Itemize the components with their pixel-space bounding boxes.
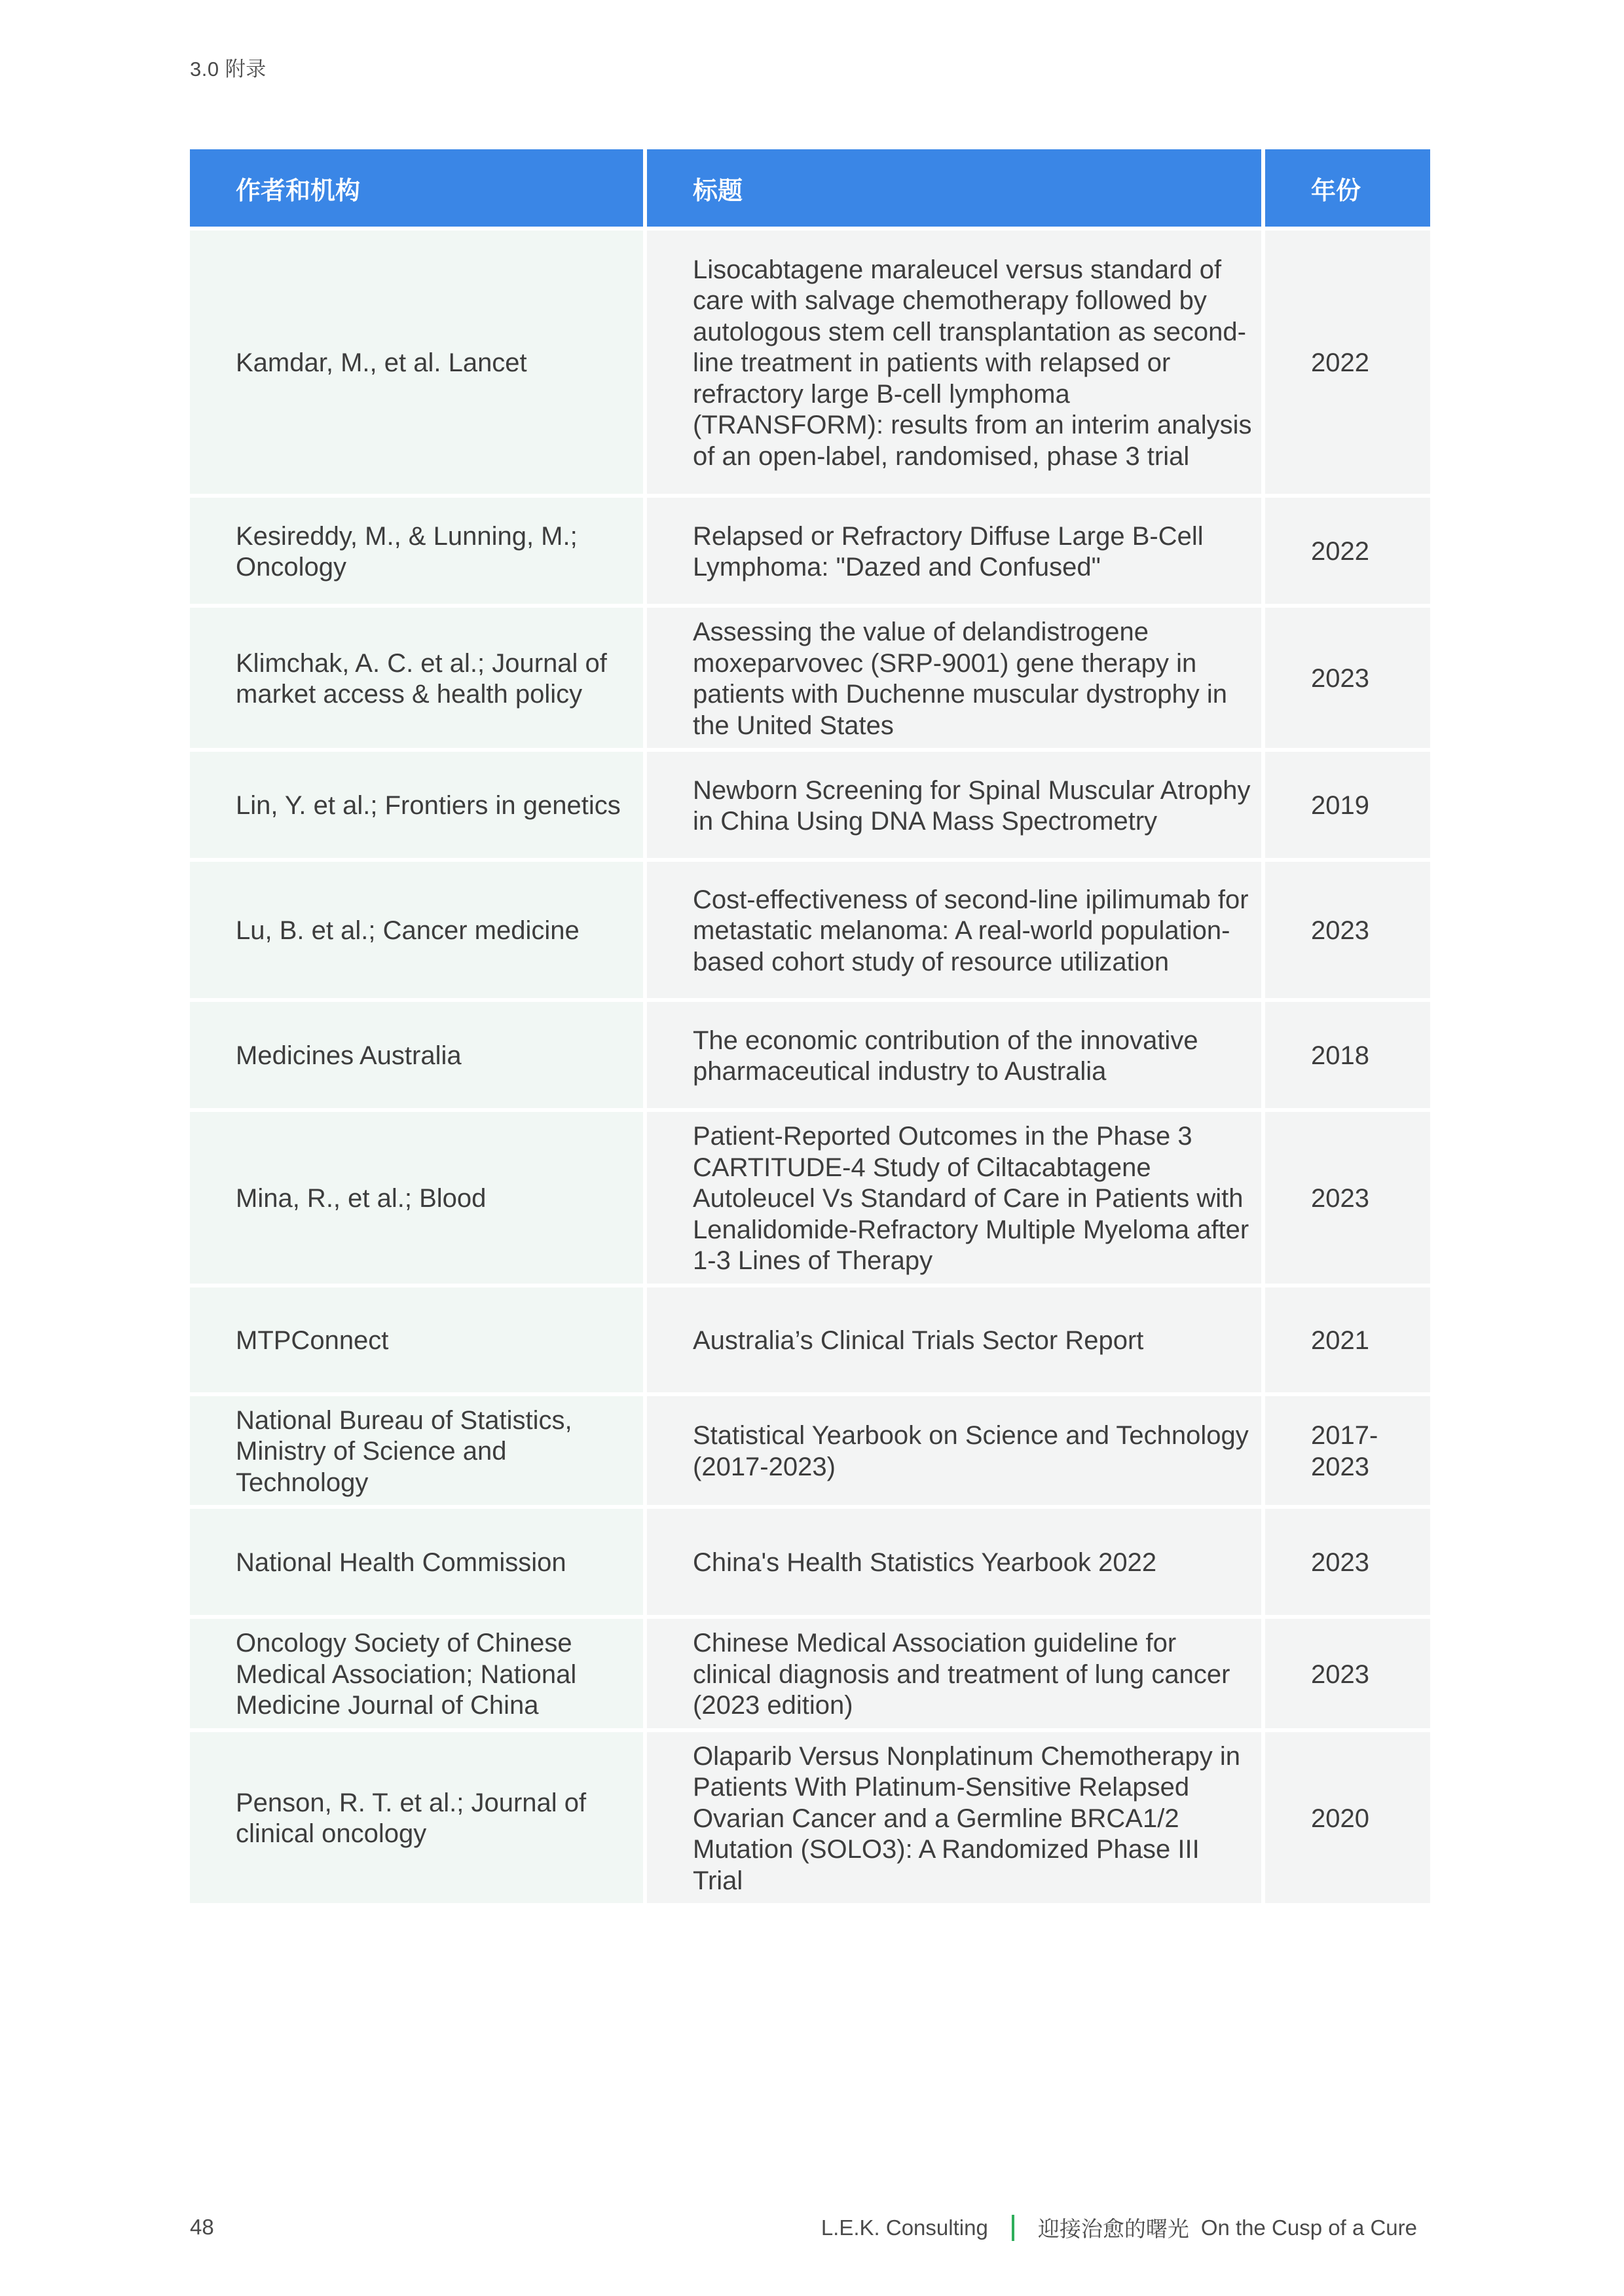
table-row bbox=[190, 1287, 1430, 1392]
table-row bbox=[190, 752, 1430, 858]
table-row bbox=[190, 1112, 1430, 1284]
footer-divider bbox=[1012, 2215, 1014, 2241]
page-number: 48 bbox=[190, 2215, 214, 2239]
title-cell: Cost-effectiveness of second-line ipilimumab for metastatic melanoma: A real-world population-based cohort study of resource utilization bbox=[647, 862, 1261, 998]
author-cell: Mina, R., et al.; Blood bbox=[190, 1112, 643, 1284]
year-cell: 2022 bbox=[1265, 498, 1430, 604]
footer-credits bbox=[821, 2212, 1417, 2243]
year-cell: 2018 bbox=[1265, 1002, 1430, 1108]
title-cell: Chinese Medical Association guideline for clinical diagnosis and treatment of lung cancer (2023 edition) bbox=[647, 1619, 1261, 1728]
author-cell: Kamdar, M., et al. Lancet bbox=[190, 231, 643, 494]
title-cell: Australia’s Clinical Trials Sector Report bbox=[647, 1287, 1261, 1392]
column-header-author: 作者和机构 bbox=[190, 149, 643, 227]
title-cell: The economic contribution of the innovative pharmaceutical industry to Australia bbox=[647, 1002, 1261, 1108]
author-cell: Klimchak, A. C. et al.; Journal of market access & health policy bbox=[190, 608, 643, 748]
author-cell: Medicines Australia bbox=[190, 1002, 643, 1108]
title-cell: Newborn Screening for Spinal Muscular Atrophy in China Using DNA Mass Spectrometry bbox=[647, 752, 1261, 858]
title-cell: Patient-Reported Outcomes in the Phase 3 CARTITUDE-4 Study of Ciltacabtagene Autoleucel Vs Standard of Care in Patients with Lenalidomide-Refractory Multiple Myeloma after 1-3 Lines of Therapy bbox=[647, 1112, 1261, 1284]
year-cell: 2017-2023 bbox=[1265, 1396, 1430, 1506]
year-cell: 2020 bbox=[1265, 1732, 1430, 1904]
author-cell: Penson, R. T. et al.; Journal of clinical oncology bbox=[190, 1732, 643, 1904]
column-header-year: 年份 bbox=[1265, 149, 1430, 227]
title-cell: Assessing the value of delandistrogene moxeparvovec (SRP-9001) gene therapy in patients with Duchenne muscular dystrophy in the United States bbox=[647, 608, 1261, 748]
table-row bbox=[190, 498, 1430, 604]
author-cell: Lin, Y. et al.; Frontiers in genetics bbox=[190, 752, 643, 858]
table-row bbox=[190, 1732, 1430, 1904]
table-row bbox=[190, 1002, 1430, 1108]
table-row bbox=[190, 1396, 1430, 1506]
references-table bbox=[186, 145, 1434, 1907]
section-label: 3.0 附录 bbox=[190, 58, 267, 81]
year-cell: 2019 bbox=[1265, 752, 1430, 858]
table-header-row bbox=[190, 149, 1430, 227]
company-name: L.E.K. Consulting bbox=[821, 2215, 988, 2240]
column-header-title: 标题 bbox=[647, 149, 1261, 227]
year-cell: 2023 bbox=[1265, 1619, 1430, 1728]
author-cell: Lu, B. et al.; Cancer medicine bbox=[190, 862, 643, 998]
table-row bbox=[190, 862, 1430, 998]
year-cell: 2023 bbox=[1265, 1509, 1430, 1615]
title-cell: Statistical Yearbook on Science and Technology (2017-2023) bbox=[647, 1396, 1261, 1506]
table-row bbox=[190, 231, 1430, 494]
table-row bbox=[190, 608, 1430, 748]
title-cell: Relapsed or Refractory Diffuse Large B-Cell Lymphoma: "Dazed and Confused" bbox=[647, 498, 1261, 604]
year-cell: 2022 bbox=[1265, 231, 1430, 494]
author-cell: Oncology Society of Chinese Medical Association; National Medicine Journal of China bbox=[190, 1619, 643, 1728]
author-cell: MTPConnect bbox=[190, 1287, 643, 1392]
table-row bbox=[190, 1619, 1430, 1728]
title-cell: Lisocabtagene maraleucel versus standard of care with salvage chemotherapy followed by autologous stem cell transplantation as second-line treatment in patients with relapsed or refractory large B-cell lymphoma (TRANSFORM): results from an interim analysis of an open-label, randomised, phase 3 trial bbox=[647, 231, 1261, 494]
author-cell: National Health Commission bbox=[190, 1509, 643, 1615]
title-cell: Olaparib Versus Nonplatinum Chemotherapy in Patients With Platinum-Sensitive Relapsed Ovarian Cancer and a Germline BRCA1/2 Mutation (SOLO3): A Randomized Phase III Trial bbox=[647, 1732, 1261, 1904]
year-cell: 2023 bbox=[1265, 862, 1430, 998]
title-cell: China's Health Statistics Yearbook 2022 bbox=[647, 1509, 1261, 1615]
year-cell: 2021 bbox=[1265, 1287, 1430, 1392]
report-title-en: On the Cusp of a Cure bbox=[1200, 2215, 1417, 2240]
report-title-cn: 迎接治愈的曙光 bbox=[1037, 2217, 1189, 2241]
table-row bbox=[190, 1509, 1430, 1615]
author-cell: Kesireddy, M., & Lunning, M.; Oncology bbox=[190, 498, 643, 604]
year-cell: 2023 bbox=[1265, 1112, 1430, 1284]
author-cell: National Bureau of Statistics, Ministry of Science and Technology bbox=[190, 1396, 643, 1506]
year-cell: 2023 bbox=[1265, 608, 1430, 748]
